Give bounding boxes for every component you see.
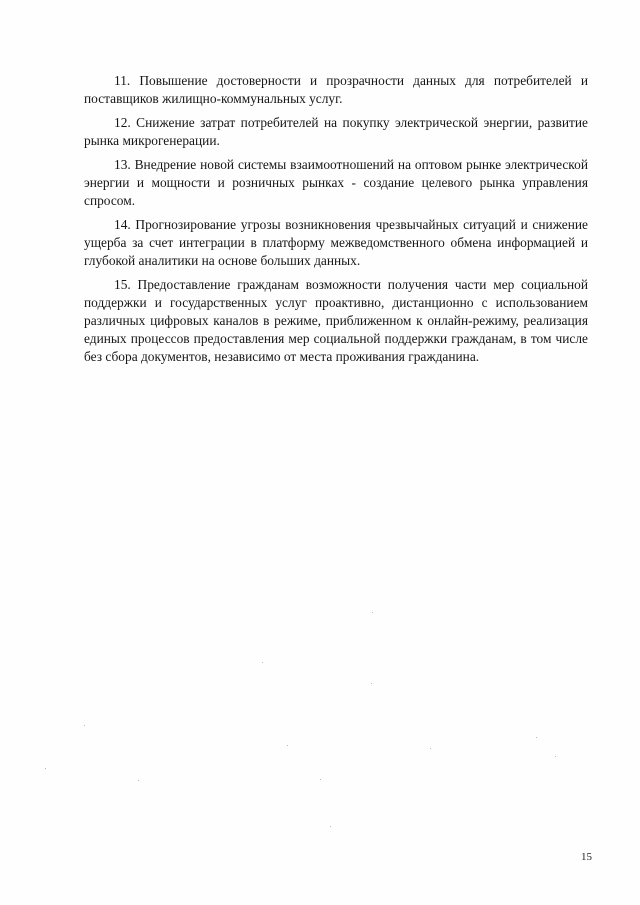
- scan-speck: [262, 662, 263, 663]
- scan-speck: [555, 756, 556, 757]
- scan-speck: [45, 768, 46, 769]
- scan-speck: [320, 779, 321, 780]
- document-body: [84, 72, 588, 372]
- page-number: 15: [581, 851, 592, 863]
- list-item-14: 14. Прогнозирование угрозы возникновения чрезвычайных ситуаций и снижение ущерба за счет интеграции в платформу межведомственного обмена информацией и глубокой аналитики на основе больших данных.: [84, 217, 588, 268]
- list-item-13: 13. Внедрение новой системы взаимоотношений на оптовом рынке электрической энергии и мощности и розничных рынках - создание целевого рынка управления спросом.: [84, 157, 588, 208]
- scan-speck: [371, 683, 372, 684]
- list-item-11: 11. Повышение достоверности и прозрачности данных для потребителей и поставщиков жилищно-коммунальных услуг.: [84, 73, 588, 106]
- scan-speck: [84, 725, 85, 726]
- scan-speck: [287, 745, 288, 746]
- scan-speck: [138, 780, 139, 781]
- scan-speck: [330, 826, 331, 827]
- list-item-15: 15. Предоставление гражданам возможности получения части мер социальной поддержки и государственных услуг проактивно, дистанционно с использованием различных цифровых каналов в режиме, приближенном к онлайн-режиму, реализация единых процессов предоставления мер социальной поддержки гражданам, в том числе без сбора документов, независимо от места проживания гражданина.: [84, 277, 588, 364]
- scan-speck: [536, 737, 537, 738]
- scan-speck: [430, 748, 431, 749]
- list-item-12: 12. Снижение затрат потребителей на покупку электрической энергии, развитие рынка микрогенерации.: [84, 115, 588, 148]
- scan-speck: [372, 612, 373, 613]
